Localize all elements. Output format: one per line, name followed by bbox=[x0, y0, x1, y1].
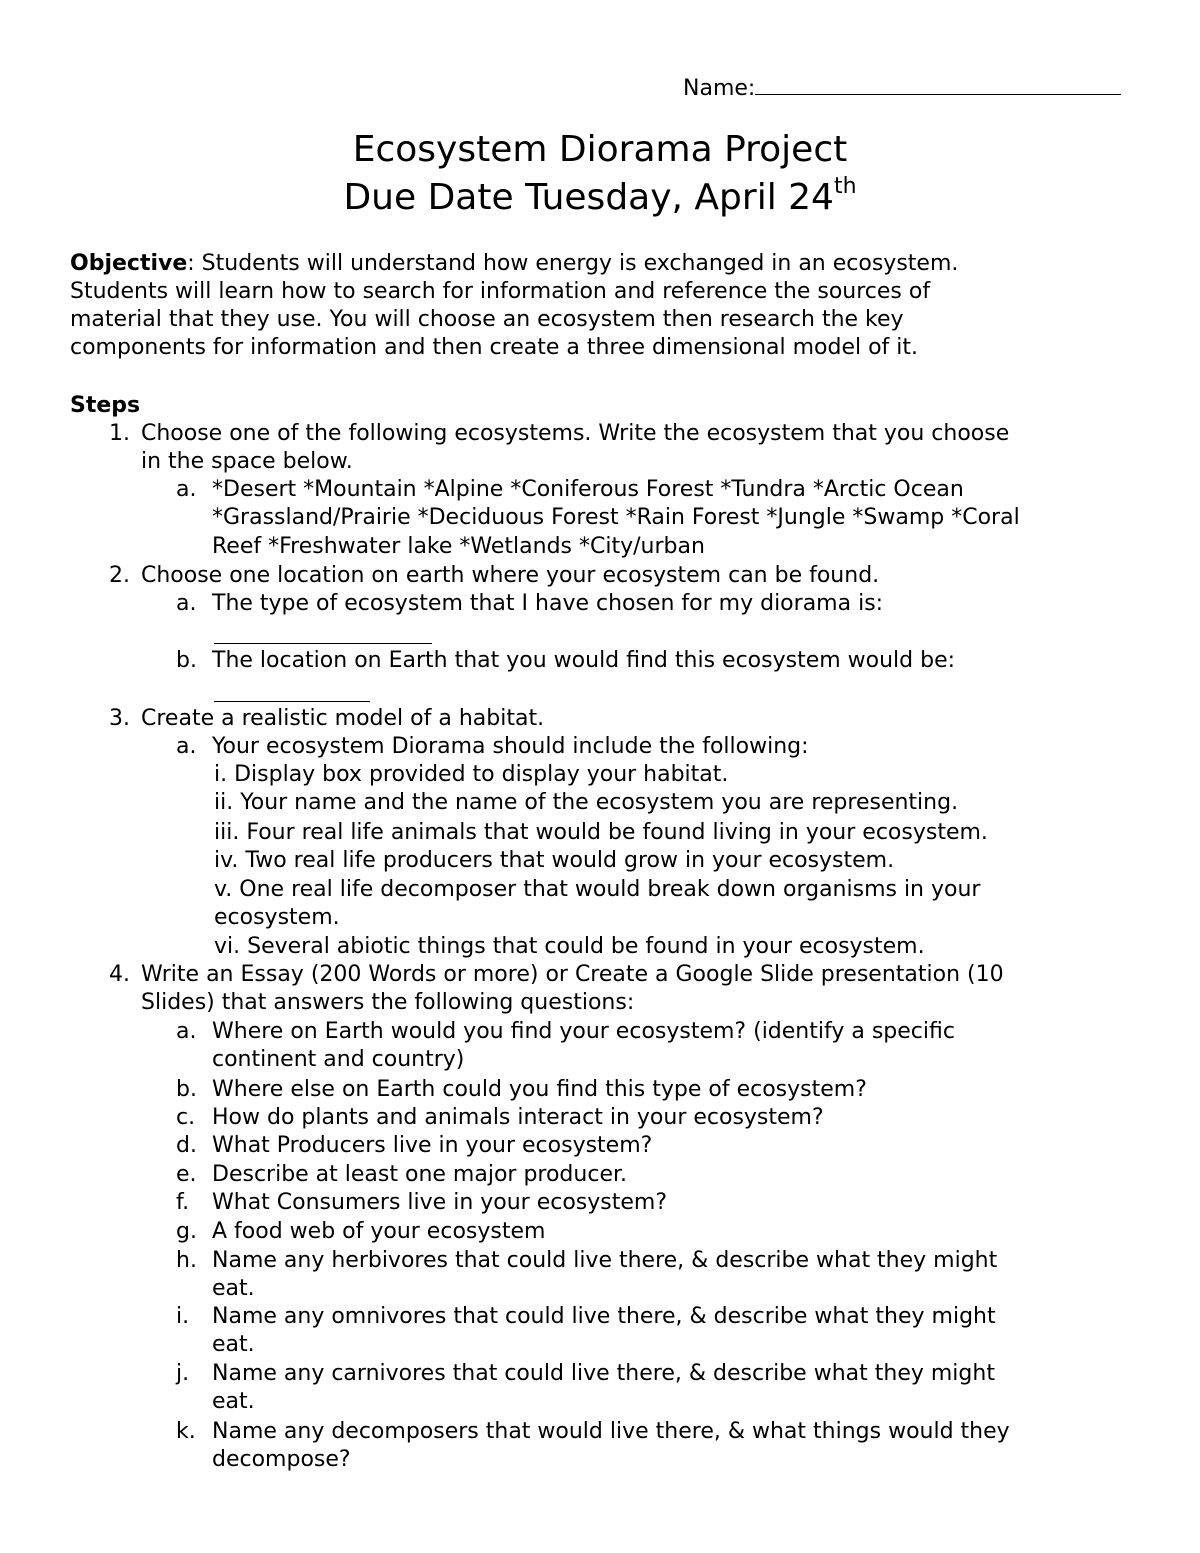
due-date-suffix: th bbox=[833, 174, 857, 199]
step-2b-marker: b. bbox=[176, 648, 197, 673]
question-e-marker: e. bbox=[176, 1162, 197, 1187]
question-c-text: How do plants and animals interact in your ecosystem? bbox=[212, 1105, 824, 1130]
step-2b-text: The location on Earth that you would find this ecosystem would be: bbox=[212, 648, 956, 673]
step-3-text: Create a realistic model of a habitat. bbox=[141, 706, 545, 731]
question-i-line-1: Name any omnivores that could live there, & describe what they might bbox=[212, 1304, 996, 1329]
question-g-text: A food web of your ecosystem bbox=[212, 1219, 546, 1244]
diorama-item-i: i. Display box provided to display your habitat. bbox=[214, 762, 729, 787]
objective-text-1: : Students will understand how energy is exchanged in an ecosystem. bbox=[187, 251, 959, 276]
question-i-line-2: eat. bbox=[212, 1332, 255, 1357]
question-j-marker: j. bbox=[176, 1361, 190, 1386]
objective-line-3: material that they use. You will choose an ecosystem then research the key bbox=[70, 307, 904, 332]
due-date bbox=[0, 176, 1200, 225]
question-j-line-2: eat. bbox=[212, 1389, 255, 1414]
page-title: Ecosystem Diorama Project bbox=[352, 129, 848, 170]
question-i-marker: i. bbox=[176, 1304, 190, 1329]
ecosystem-options-line-1: *Desert *Mountain *Alpine *Coniferous Forest *Tundra *Arctic Ocean bbox=[212, 477, 964, 502]
step-2a-text: The type of ecosystem that I have chosen for my diorama is: bbox=[212, 591, 884, 616]
question-h-line-1: Name any herbivores that could live there, & describe what they might bbox=[212, 1248, 998, 1273]
step-2-number: 2. bbox=[109, 563, 130, 588]
question-d-text: What Producers live in your ecosystem? bbox=[212, 1133, 653, 1158]
objective-line-1 bbox=[70, 250, 958, 278]
objective-label: Objective bbox=[70, 251, 188, 276]
step-3a-text: Your ecosystem Diorama should include the following: bbox=[212, 734, 809, 759]
step-1a-marker: a. bbox=[176, 477, 197, 502]
question-d-marker: d. bbox=[176, 1133, 197, 1158]
name-blank-line[interactable] bbox=[755, 72, 1121, 95]
step-4-number: 4. bbox=[109, 962, 130, 987]
question-h-line-2: eat. bbox=[212, 1276, 255, 1301]
ecosystem-options-line-3: Reef *Freshwater lake *Wetlands *City/urban bbox=[212, 534, 705, 559]
step-4-line-1: Write an Essay (200 Words or more) or Create a Google Slide presentation (10 bbox=[141, 962, 1004, 987]
diorama-item-v-line-1: v. One real life decomposer that would break down organisms in your bbox=[214, 877, 981, 902]
question-e-text: Describe at least one major producer. bbox=[212, 1162, 627, 1187]
question-k-marker: k. bbox=[176, 1419, 196, 1444]
question-f-marker: f. bbox=[176, 1190, 190, 1215]
diorama-item-ii: ii. Your name and the name of the ecosystem you are representing. bbox=[214, 790, 959, 815]
question-a-line-2: continent and country) bbox=[212, 1047, 465, 1072]
step-3-number: 3. bbox=[109, 706, 130, 731]
step-4-line-2: Slides) that answers the following questions: bbox=[141, 990, 635, 1015]
question-a-line-1: Where on Earth would you find your ecosystem? (identify a specific bbox=[212, 1019, 955, 1044]
question-h-marker: h. bbox=[176, 1248, 197, 1273]
name-label: Name: bbox=[683, 76, 756, 101]
ecosystem-answer-blank[interactable] bbox=[214, 643, 432, 644]
step-2-text: Choose one location on earth where your ecosystem can be found. bbox=[141, 563, 880, 588]
name-field-label bbox=[683, 72, 1121, 103]
ecosystem-options-line-2: *Grassland/Prairie *Deciduous Forest *Rain Forest *Jungle *Swamp *Coral bbox=[212, 505, 1020, 530]
question-c-marker: c. bbox=[176, 1105, 196, 1130]
step-1-line-1: Choose one of the following ecosystems. Write the ecosystem that you choose bbox=[141, 421, 1010, 446]
question-k-line-2: decompose? bbox=[212, 1447, 351, 1472]
diorama-item-v-line-2: ecosystem. bbox=[214, 905, 340, 930]
diorama-item-iv: iv. Two real life producers that would grow in your ecosystem. bbox=[214, 848, 895, 873]
objective-line-4: components for information and then create a three dimensional model of it. bbox=[70, 335, 919, 360]
question-g-marker: g. bbox=[176, 1219, 197, 1244]
step-2a-marker: a. bbox=[176, 591, 197, 616]
step-1-number: 1. bbox=[109, 421, 130, 446]
question-f-text: What Consumers live in your ecosystem? bbox=[212, 1190, 668, 1215]
steps-heading bbox=[70, 392, 140, 420]
diorama-item-iii: iii. Four real life animals that would be found living in your ecosystem. bbox=[214, 820, 988, 845]
question-k-line-1: Name any decomposers that would live there, & what things would they bbox=[212, 1419, 1010, 1444]
objective-line-2: Students will learn how to search for information and reference the sources of bbox=[70, 279, 931, 304]
diorama-item-vi: vi. Several abiotic things that could be found in your ecosystem. bbox=[214, 934, 925, 959]
step-3a-marker: a. bbox=[176, 734, 197, 759]
question-j-line-1: Name any carnivores that could live there, & describe what they might bbox=[212, 1361, 995, 1386]
due-date-text: Due Date Tuesday, April 24 bbox=[343, 177, 834, 218]
question-a-marker: a. bbox=[176, 1019, 197, 1044]
step-1-line-2: in the space below. bbox=[141, 449, 353, 474]
steps-heading-text: Steps bbox=[70, 393, 141, 418]
question-b-text: Where else on Earth could you find this type of ecosystem? bbox=[212, 1077, 867, 1102]
question-b-marker: b. bbox=[176, 1077, 197, 1102]
location-answer-blank[interactable] bbox=[214, 701, 370, 702]
